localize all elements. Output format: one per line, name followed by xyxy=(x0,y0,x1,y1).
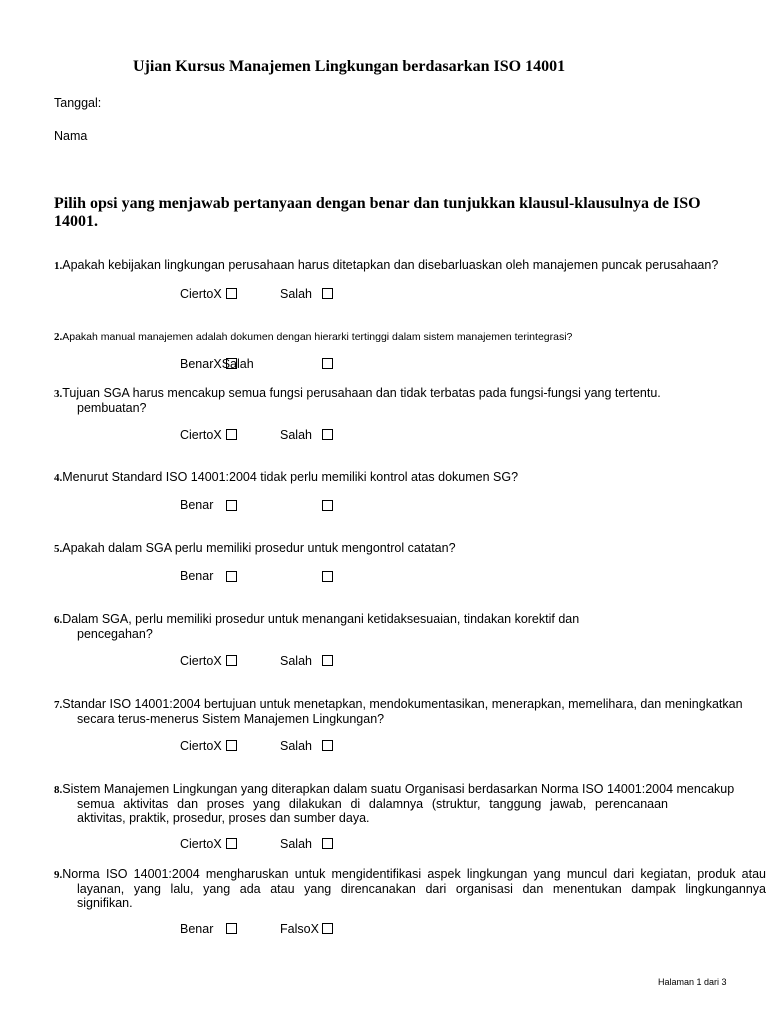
option-b-label: Salah xyxy=(280,654,312,668)
question-number: 8. xyxy=(54,784,63,796)
question-number: 4. xyxy=(54,472,63,484)
question-9 xyxy=(54,867,766,910)
question-4 xyxy=(54,470,734,485)
option-b-label: Salah xyxy=(280,428,312,442)
option-a-label: Benar xyxy=(180,569,214,583)
question-number: 7. xyxy=(54,699,63,711)
option-a-checkbox[interactable] xyxy=(226,429,237,440)
question-text: pembuatan? xyxy=(77,401,147,415)
option-a-checkbox[interactable] xyxy=(226,838,237,849)
question-text: semua aktivitas dan proses yang dilakukan di dalamnya (struktur, tanggung jawab, perencanaan xyxy=(77,797,668,811)
option-b-checkbox[interactable] xyxy=(322,429,333,440)
option-b-checkbox[interactable] xyxy=(322,500,333,511)
option-a-label: CiertoX xyxy=(180,837,222,851)
question-text: Norma ISO 14001:2004 mengharuskan untuk mengidentifikasi aspek lingkungan yang muncul dari kegiatan, produk atau xyxy=(62,867,766,881)
question-text: Menurut Standard ISO 14001:2004 tidak perlu memiliki kontrol atas dokumen SG? xyxy=(62,470,519,484)
option-a-checkbox[interactable] xyxy=(226,500,237,511)
name-field-label: Nama xyxy=(54,129,88,143)
question-3 xyxy=(54,386,734,415)
question-2 xyxy=(54,330,734,344)
question-number: 1. xyxy=(54,260,63,272)
page-title: Ujian Kursus Manajemen Lingkungan berdasarkan ISO 14001 xyxy=(133,58,566,75)
question-text: Dalam SGA, perlu memiliki prosedur untuk menangani ketidaksesuaian, tindakan korektif dan xyxy=(62,612,580,626)
question-text: Apakah kebijakan lingkungan perusahaan harus ditetapkan dan disebarluaskan oleh manajemen puncak perusahaan? xyxy=(62,258,719,272)
option-a-checkbox[interactable] xyxy=(226,358,237,369)
option-b-checkbox[interactable] xyxy=(322,838,333,849)
option-a-label: CiertoX xyxy=(180,428,222,442)
option-a-label: Benar xyxy=(180,922,214,936)
question-text: signifikan. xyxy=(77,896,133,910)
question-5 xyxy=(54,541,734,556)
option-b-checkbox[interactable] xyxy=(322,655,333,666)
option-b-label: Salah xyxy=(280,739,312,753)
option-b-label: Salah xyxy=(280,837,312,851)
question-7 xyxy=(54,697,743,726)
option-a-label: CiertoX xyxy=(180,739,222,753)
option-b-label: FalsoX xyxy=(280,922,319,936)
option-a-checkbox[interactable] xyxy=(226,571,237,582)
option-a-checkbox[interactable] xyxy=(226,288,237,299)
question-number: 3. xyxy=(54,388,63,400)
option-b-label: Salah xyxy=(280,287,312,301)
option-a-label: Benar xyxy=(180,498,214,512)
question-number: 2. xyxy=(54,331,63,343)
question-text: Apakah manual manajemen adalah dokumen dengan hierarki tertinggi dalam sistem manajemen terintegrasi? xyxy=(62,331,573,343)
question-text: Apakah dalam SGA perlu memiliki prosedur untuk mengontrol catatan? xyxy=(62,541,456,555)
question-number: 6. xyxy=(54,614,63,626)
option-b-checkbox[interactable] xyxy=(322,571,333,582)
option-a-label: CiertoX xyxy=(180,654,222,668)
option-b-checkbox[interactable] xyxy=(322,740,333,751)
question-text: Sistem Manajemen Lingkungan yang diterapkan dalam suatu Organisasi berdasarkan Norma ISO 14001:2004 mencakup xyxy=(62,782,735,796)
question-text: pencegahan? xyxy=(77,627,153,641)
question-text: layanan, yang lalu, yang ada atau yang direncanakan dari organisasi dan menentukan dampak lingkungannya xyxy=(77,882,766,896)
page-number: Halaman 1 dari 3 xyxy=(658,977,727,987)
option-b-checkbox[interactable] xyxy=(322,923,333,934)
question-text: aktivitas, praktik, prosedur, proses dan sumber daya. xyxy=(77,811,370,825)
question-6 xyxy=(54,612,734,641)
question-text: Standar ISO 14001:2004 bertujuan untuk menetapkan, mendokumentasikan, menerapkan, memelihara, dan meningkatkan xyxy=(62,697,743,711)
question-text: secara terus-menerus Sistem Manajemen Lingkungan? xyxy=(77,712,385,726)
question-8 xyxy=(54,782,735,825)
date-field-label: Tanggal: xyxy=(54,96,102,110)
option-a-checkbox[interactable] xyxy=(226,655,237,666)
question-number: 9. xyxy=(54,869,63,881)
option-a-checkbox[interactable] xyxy=(226,923,237,934)
question-1 xyxy=(54,258,734,273)
option-a-checkbox[interactable] xyxy=(226,740,237,751)
question-number: 5. xyxy=(54,543,63,555)
instructions: Pilih opsi yang menjawab pertanyaan dengan benar dan tunjukkan klausul-klausulnya de ISO 14001. xyxy=(54,195,701,230)
option-a-label: CiertoX xyxy=(180,287,222,301)
option-b-checkbox[interactable] xyxy=(322,358,333,369)
option-a-label: BenarXSalah xyxy=(180,357,254,371)
option-b-checkbox[interactable] xyxy=(322,288,333,299)
question-text: Tujuan SGA harus mencakup semua fungsi perusahaan dan tidak terbatas pada fungsi-fungsi yang tertentu. xyxy=(62,386,661,400)
